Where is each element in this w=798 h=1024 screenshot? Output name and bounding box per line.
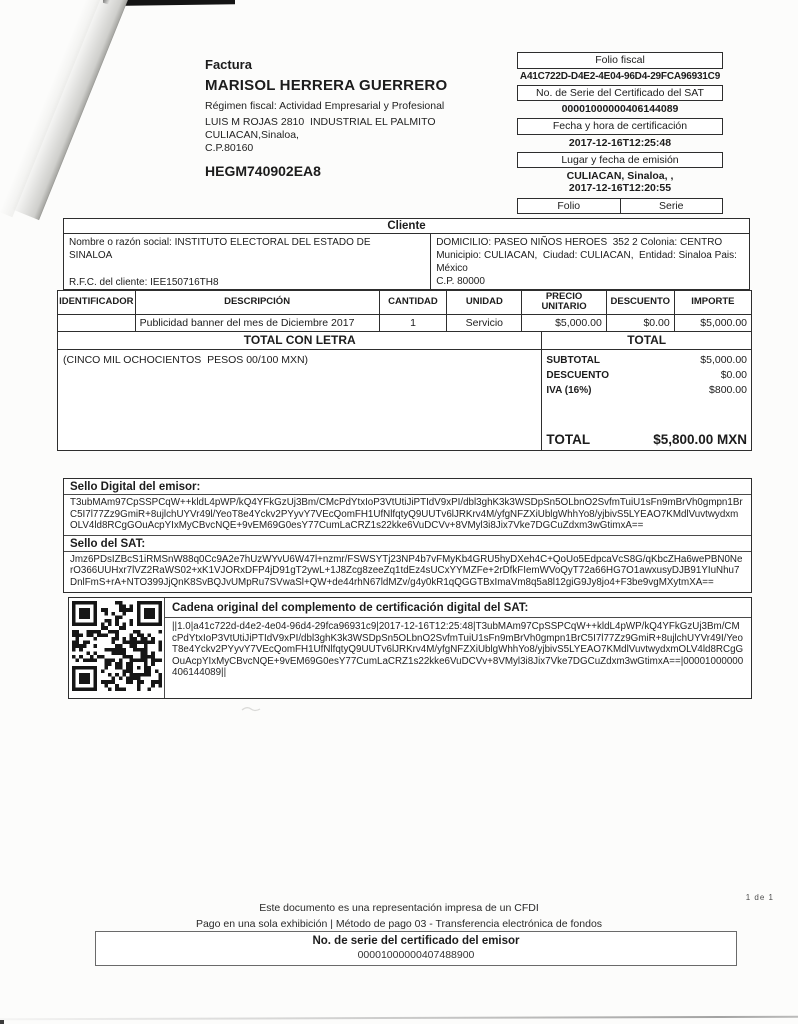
emission-place-date-label-box: Lugar y fecha de emisión bbox=[517, 152, 723, 169]
totals-header-row bbox=[57, 332, 752, 350]
items-table bbox=[57, 290, 752, 451]
folio-fiscal-value: A41C722D-D4E2-4E04-96D4-29FCA96931C9 bbox=[519, 70, 721, 82]
cell-precio-unitario: $5,000.00 bbox=[522, 315, 607, 331]
amount-in-words: (CINCO MIL OCHOCIENTOS PESOS 00/100 MXN) bbox=[58, 350, 542, 450]
subtotal-value: $5,000.00 bbox=[700, 353, 747, 366]
client-name-line: Nombre o razón social: INSTITUTO ELECTORAL DEL ESTADO DE SINALOA bbox=[69, 237, 374, 261]
client-address-cell bbox=[431, 234, 749, 289]
sat-certificate-serial-label-box: No. de Serie del Certificado del SAT bbox=[517, 85, 723, 102]
folio-label-box: Folio bbox=[517, 198, 620, 215]
client-address-line3: C.P. 80000 bbox=[436, 276, 485, 287]
subtotal-row bbox=[546, 353, 747, 368]
cell-unidad: Servicio bbox=[447, 315, 522, 331]
table-row bbox=[57, 315, 752, 332]
col-header-identificador: IDENTIFICADOR bbox=[58, 291, 136, 314]
emisor-certificate-box bbox=[95, 931, 737, 966]
col-header-cantidad: CANTIDAD bbox=[380, 291, 448, 314]
total-value: $5,800.00 MXN bbox=[653, 431, 747, 447]
serie-label-box: Serie bbox=[620, 198, 724, 215]
cell-importe: $5,000.00 bbox=[700, 316, 747, 329]
iva-value: $800.00 bbox=[709, 383, 747, 396]
issuer-address-line1: LUIS M ROJAS 2810 INDUSTRIAL EL PALMITO CULIACAN,Sinaloa, bbox=[205, 116, 439, 142]
issuer-tax-regime: Régimen fiscal: Actividad Empresarial y Profesional bbox=[205, 100, 445, 112]
total-header: TOTAL bbox=[627, 332, 667, 347]
emisor-seal-title: Sello Digital del emisor: bbox=[64, 479, 751, 495]
col-header-importe: IMPORTE bbox=[691, 296, 735, 308]
scan-corner-speck bbox=[0, 1020, 4, 1024]
footer-payment-note: Pago en una sola exhibición | Método de pago 03 - Transferencia electrónica de fondos bbox=[195, 918, 603, 930]
emisor-certificate-value: 00001000000407488900 bbox=[357, 949, 475, 961]
col-header-descuento: DESCUENTO bbox=[607, 291, 675, 314]
emission-place-date-value bbox=[517, 170, 723, 194]
scan-bottom-line-artifact bbox=[0, 1016, 798, 1021]
issuer-name: MARISOL HERRERA GUERRERO bbox=[205, 77, 448, 94]
footer-cfdi-note: Este documento es una representación impresa de un CFDI bbox=[259, 902, 539, 914]
client-address-line2: Municipio: CULIACAN, Ciudad: CULIACAN, Entidad: Sinaloa Pais: México bbox=[436, 250, 740, 274]
emission-place: CULIACAN, Sinaloa, , bbox=[566, 170, 674, 183]
cell-cantidad: 1 bbox=[380, 315, 448, 331]
certification-datetime-value: 2017-12-16T12:25:48 bbox=[568, 136, 672, 149]
total-label: TOTAL bbox=[546, 431, 591, 447]
emisor-certificate-label: No. de serie del certificado del emisor bbox=[312, 935, 520, 947]
cadena-text-cell bbox=[165, 598, 751, 698]
client-section-title: Cliente bbox=[64, 219, 749, 234]
folio-serie-row bbox=[517, 198, 723, 215]
emission-datetime: 2017-12-16T12:20:55 bbox=[568, 182, 672, 195]
descuento-label: DESCUENTO bbox=[546, 369, 610, 381]
totals-summary bbox=[542, 350, 751, 450]
cadena-value: ||1.0|a41c722d-d4e2-4e04-96d4-29fca96931c9|2017-12-16T12:25:48|T3ubMAm97CpSSPCqW++kldL4pWP/kQ4YFkGzUj3Bm/CMcPdYtxIoP3VtUtiJiPTIdV9xPI/dbl3ghK3k3WSDpSn5OLbnO2SvfmTuiU1sFn9mBrVh0gmpn1BrC5I7l77Zz9GmiR+8ujlchUYVr49I/YeoT8e4Yckv2PYyvY7VEcQomFH1UfNlfqtyQ9UUTv6lJRKrv4M/yfgNFZXiUblgWhhYo8/yjbivS5LYEAO7KMdlVuvtwydxmOLV4ld8RCgGOuAcpYIxMyCBvcNQE+9vEM69G0esY77CumLaCRZ1s22kke6VuDCVv+8VMyl3i8Jix7Vke7DGCuZdxm3wGtimxA==|00001000000406144089|| bbox=[172, 621, 744, 679]
totals-body bbox=[57, 350, 752, 451]
total-row bbox=[546, 432, 747, 448]
client-address-line1: DOMICILIO: PASEO NIÑOS HEROES 352 2 Colonia: CENTRO bbox=[436, 237, 723, 248]
fiscal-data-panel bbox=[517, 52, 723, 228]
descuento-value: $0.00 bbox=[720, 368, 747, 381]
emisor-seal-value: T3ubMAm97CpSSPCqW++kldL4pWP/kQ4YFkGzUj3Bm/CMcPdYtxIoP3VtUtiJiPTIdV9xPI/dbl3ghK3k3WSDpSn5OLbnO2SvfmTuiU1sFn9mBrVh0gmpn1BrC5I7l77Zz9GmiR+8ujlchUYVr49l/YeoT8e4Yckv2PYyvY7VEcQomFH1UfNlfqtyQ9UUTv6lJRKrv4M/yfgNFZXiUblgWhhYo8/yjbivS5LYEAO7KMdlVuvtwydxmOLV4ld8RCgGOuAcpYIxMyCBvcNQE+9vEM69G0esY77CumLaCRZ1s22kke6VuDCVv+8VMyl3i8Jix7Vke7DGCuZdxm3wGtimxA== bbox=[64, 495, 751, 536]
col-header-precio-unitario: PRECIO UNITARIO bbox=[522, 291, 607, 314]
cadena-title: Cadena original del complemento de certificación digital del SAT: bbox=[165, 598, 751, 618]
document-type-title: Factura bbox=[205, 57, 252, 72]
qr-code-image bbox=[72, 601, 162, 691]
client-details bbox=[64, 234, 749, 289]
issuer-address bbox=[205, 116, 530, 155]
client-rfc-line: R.F.C. del cliente: IEE150716TH8 bbox=[69, 277, 219, 288]
issuer-header bbox=[205, 57, 530, 179]
page-indicator: 1 de 1 bbox=[745, 893, 774, 902]
issuer-rfc: HEGM740902EA8 bbox=[205, 163, 321, 180]
cell-identificador bbox=[58, 315, 136, 331]
col-header-unidad: UNIDAD bbox=[447, 291, 522, 314]
qr-code bbox=[69, 598, 165, 698]
certification-datetime-label-box: Fecha y hora de certificación bbox=[517, 118, 723, 135]
folio-fiscal-label-box: Folio fiscal bbox=[517, 52, 723, 69]
iva-row bbox=[546, 383, 747, 398]
sat-seal-title: Sello del SAT: bbox=[64, 536, 751, 552]
issuer-address-line2: C.P.80160 bbox=[205, 142, 254, 155]
cell-descripcion: Publicidad banner del mes de Diciembre 2017 bbox=[136, 315, 380, 331]
iva-label: IVA (16%) bbox=[546, 384, 592, 396]
sat-seal-value: Jmz6PDsIZBcS1iRMSnW88q0Cc9A2e7hUzWYvU6W47l+nzmr/FSWSYTj23NP4b7vFMyKb4GRU5hyDXeh4C+QoUo5EdpcaVcS8G/qKbcZHa6wePBN0NerO366UUHxr7lVZ2RaWS02+xK1VJORxDFP4jD91gT2ywL+1J8Zcg8zeeZq1tdEz4sUCxYYMZFe+2rDfkFIemWVoQyT72a66HG7O1awxusyDJB91YIuNhu7DnlFmS+rA+NTO399JjQnK8SvBQJvUMpRu7SVwaSl+QW+de44rhN67ldMZv/g4y0kR1qQGGTBxImaVm8q5a8l12giG9Jy8jo4+F3be9vgMXytmXA== bbox=[70, 553, 743, 588]
client-name-cell bbox=[64, 234, 431, 289]
subtotal-label: SUBTOTAL bbox=[546, 354, 600, 366]
col-header-descripcion: DESCRIPCIÓN bbox=[136, 291, 380, 314]
cell-descuento: $0.00 bbox=[607, 315, 675, 331]
total-con-letra-header: TOTAL CON LETRA bbox=[58, 332, 542, 349]
descuento-row bbox=[546, 368, 747, 383]
scan-mark bbox=[240, 704, 262, 714]
items-table-header bbox=[57, 290, 752, 315]
page-fold-shadow bbox=[11, 0, 129, 220]
client-section bbox=[63, 218, 750, 290]
sat-certificate-serial-value: 00001000000406144089 bbox=[561, 103, 679, 116]
digital-seals-section bbox=[63, 478, 752, 593]
cadena-original-section bbox=[68, 597, 752, 699]
